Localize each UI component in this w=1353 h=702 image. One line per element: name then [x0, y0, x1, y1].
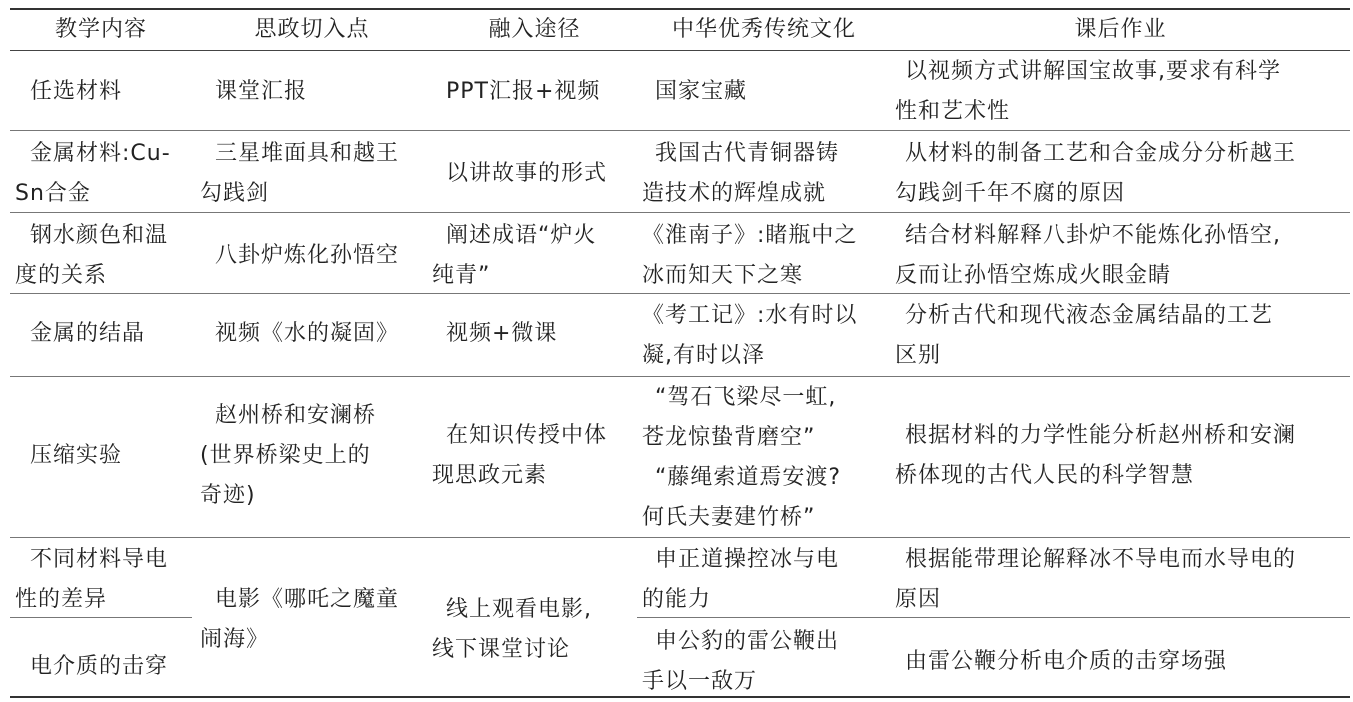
row5-point-2: (世界桥梁史上的	[200, 443, 371, 468]
header-culture: 中华优秀传统文化	[671, 17, 856, 42]
row7-homework: 由雷公鞭分析电介质的击穿场强	[905, 649, 1228, 674]
row5-path-2: 现思政元素	[432, 463, 548, 488]
row2-homework-2: 勾践剑千年不腐的原因	[895, 181, 1126, 206]
row5-point-1: 赵州桥和安澜桥	[215, 403, 377, 428]
row3-homework-1: 结合材料解释八卦炉不能炼化孙悟空,	[905, 223, 1281, 248]
row4-homework-1: 分析古代和现代液态金属结晶的工艺	[905, 303, 1274, 328]
row4-homework-2: 区别	[895, 343, 942, 368]
row4-culture-1: 《考工记》:水有时以	[642, 303, 858, 328]
row3-culture-1: 《淮南子》:睹瓶中之	[642, 223, 858, 248]
merged-point-2: 闹海》	[200, 627, 270, 652]
row5-homework-1: 根据材料的力学性能分析赵州桥和安澜	[905, 423, 1297, 448]
header-point: 思政切入点	[254, 17, 370, 42]
row-divider	[10, 130, 1350, 131]
row-divider-partial	[637, 617, 1350, 618]
row1-homework-2: 性和艺术性	[895, 99, 1011, 124]
row1-path: PPT汇报+视频	[446, 79, 601, 104]
row3-homework-2: 反而让孙悟空炼成火眼金睛	[895, 263, 1172, 288]
merged-point-1: 电影《哪吒之魔童	[215, 587, 400, 612]
row3-culture-2: 冰而知天下之寒	[642, 263, 804, 288]
row2-culture-2: 造技术的辉煌成就	[642, 181, 827, 206]
row2-content-2: Sn合金	[15, 181, 91, 206]
row4-point: 视频《水的凝固》	[215, 321, 400, 346]
row6-content-1: 不同材料导电	[30, 547, 169, 572]
row3-content-2: 度的关系	[15, 263, 108, 288]
row7-content: 电介质的击穿	[30, 654, 169, 679]
row1-point: 课堂汇报	[215, 79, 308, 104]
row6-content-2: 性的差异	[15, 587, 108, 612]
row3-path-1: 阐述成语“炉火	[446, 223, 597, 248]
row5-path-1: 在知识传授中体	[446, 423, 608, 448]
row4-culture-2: 凝,有时以泽	[642, 343, 765, 368]
row3-path-2: 纯青”	[432, 263, 491, 288]
row5-homework-2: 桥体现的古代人民的科学智慧	[895, 463, 1195, 488]
row7-culture-2: 手以一敌万	[642, 669, 758, 694]
row2-point-2: 勾践剑	[200, 181, 270, 206]
row3-point: 八卦炉炼化孙悟空	[215, 243, 400, 268]
row2-path: 以讲故事的形式	[446, 161, 608, 186]
table-header	[10, 10, 1350, 51]
header-content: 教学内容	[54, 17, 147, 42]
row-divider-partial	[10, 617, 192, 618]
row5-culture-2: 苍龙惊蛰背磨空”	[642, 425, 816, 450]
row5-culture-4: 何氏夫妻建竹桥”	[642, 505, 816, 530]
row2-culture-1: 我国古代青铜器铸	[655, 141, 840, 166]
header-path: 融入途径	[488, 17, 581, 42]
merged-path-2: 线下课堂讨论	[432, 637, 571, 662]
row-divider	[10, 376, 1350, 377]
row6-homework-1: 根据能带理论解释冰不导电而水导电的	[905, 547, 1297, 572]
row1-content: 任选材料	[30, 79, 123, 104]
row6-homework-2: 原因	[895, 587, 942, 612]
row2-point-1: 三星堆面具和越王	[215, 141, 400, 166]
row-divider	[10, 212, 1350, 213]
row4-content: 金属的结晶	[30, 321, 146, 346]
row5-content: 压缩实验	[30, 443, 123, 468]
row1-homework-1: 以视频方式讲解国宝故事,要求有科学	[905, 59, 1281, 84]
row4-path: 视频+微课	[446, 321, 558, 346]
row2-homework-1: 从材料的制备工艺和合金成分分析越王	[905, 141, 1297, 166]
row5-point-3: 奇迹)	[200, 483, 256, 508]
row-divider	[10, 293, 1350, 294]
row7-culture-1: 申公豹的雷公鞭出	[655, 629, 840, 654]
row3-content-1: 钢水颜色和温	[30, 223, 169, 248]
merged-path-1: 线上观看电影,	[446, 597, 592, 622]
row5-culture-3: “藤绳索道焉安渡?	[655, 465, 842, 490]
row-divider	[10, 537, 1350, 538]
curriculum-table	[10, 8, 1350, 698]
header-homework: 课后作业	[1074, 17, 1167, 42]
row1-culture: 国家宝藏	[655, 79, 748, 104]
row2-content-1: 金属材料:Cu-	[30, 141, 171, 166]
row6-culture-1: 申正道操控冰与电	[655, 547, 840, 572]
row5-culture-1: “驾石飞梁尽一虹,	[655, 385, 837, 410]
row6-culture-2: 的能力	[642, 587, 712, 612]
